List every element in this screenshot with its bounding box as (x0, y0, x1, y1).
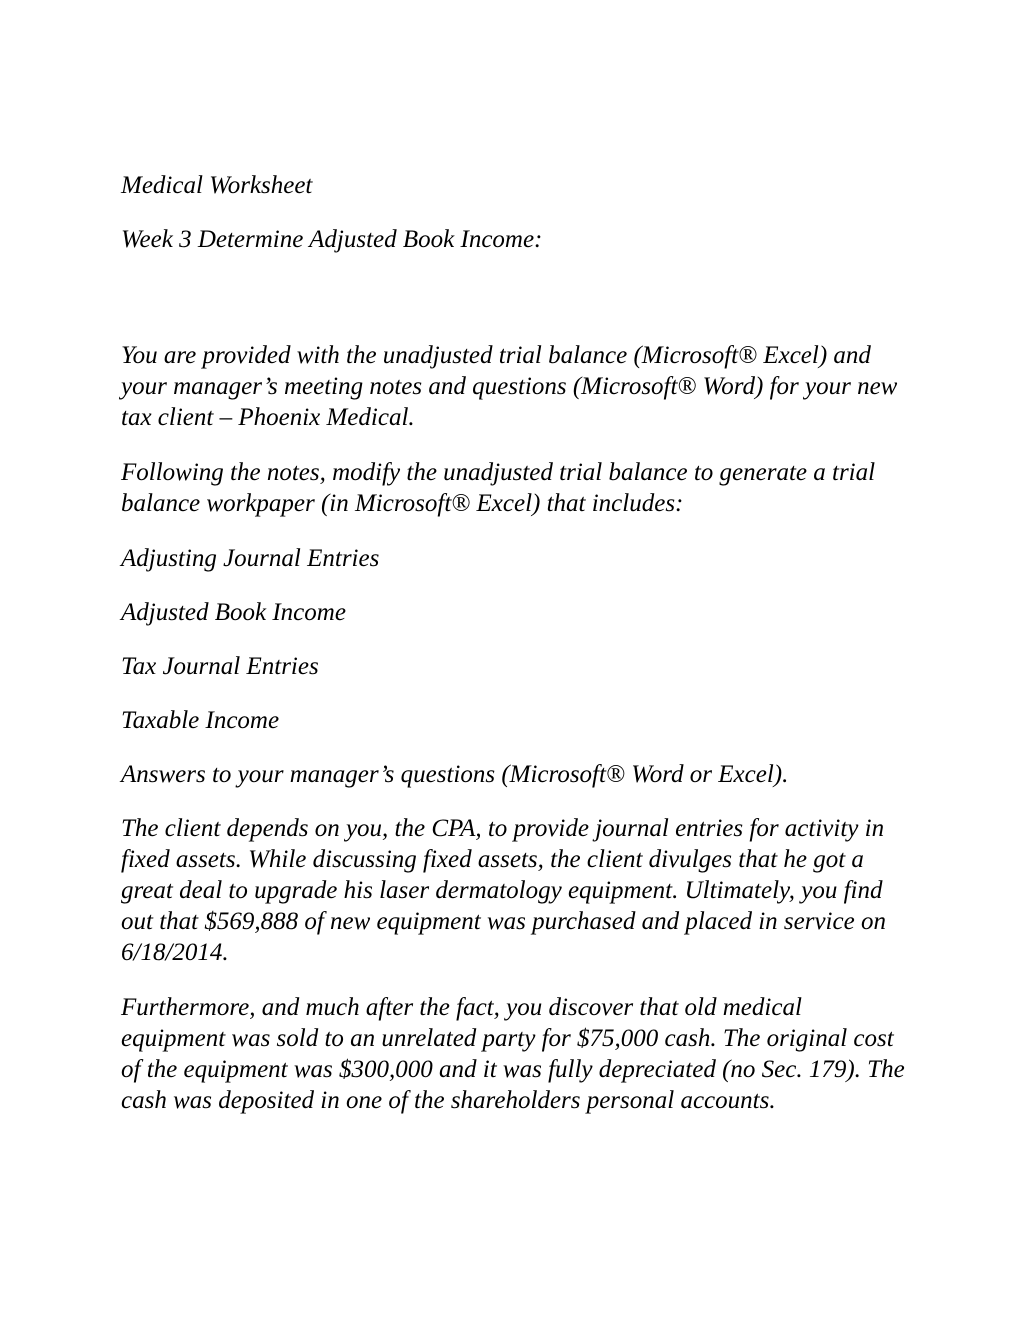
fixed-assets-paragraph: The client depends on you, the CPA, to provide journal entries for activity in fixed assets. While discussing fixed assets, the client divulges that he got a great deal to upgrade his laser dermatology equipment. Ultimately, you find out that $569,888 of new equipment was purchased and placed in service on 6/18/2014. (121, 815, 886, 966)
list-item: Tax Journal Entries (121, 653, 319, 680)
list-item: Adjusted Book Income (121, 599, 346, 626)
equipment-sale-paragraph: Furthermore, and much after the fact, you discover that old medical equipment was sold to an unrelated party for $75,000 cash. The original cost of the equipment was $300,000 and it was fully depreciated (no Sec. 179). The cash was deposited in one of the shareholders personal accounts. (121, 994, 905, 1114)
list-item: Taxable Income (121, 707, 280, 734)
intro-paragraph: You are provided with the unadjusted trial balance (Microsoft® Excel) and your manager’s meeting notes and questions (Microsoft® Word) for your new tax client – Phoenix Medical. (121, 342, 898, 431)
document-title: Medical Worksheet (121, 172, 313, 199)
document-subtitle: Week 3 Determine Adjusted Book Income: (121, 226, 543, 253)
list-item: Adjusting Journal Entries (121, 545, 380, 572)
list-item: Answers to your manager’s questions (Microsoft® Word or Excel). (121, 761, 789, 788)
instruction-paragraph: Following the notes, modify the unadjusted trial balance to generate a trial balance workpaper (in Microsoft® Excel) that includes: (121, 459, 876, 517)
document-body (121, 170, 911, 1116)
